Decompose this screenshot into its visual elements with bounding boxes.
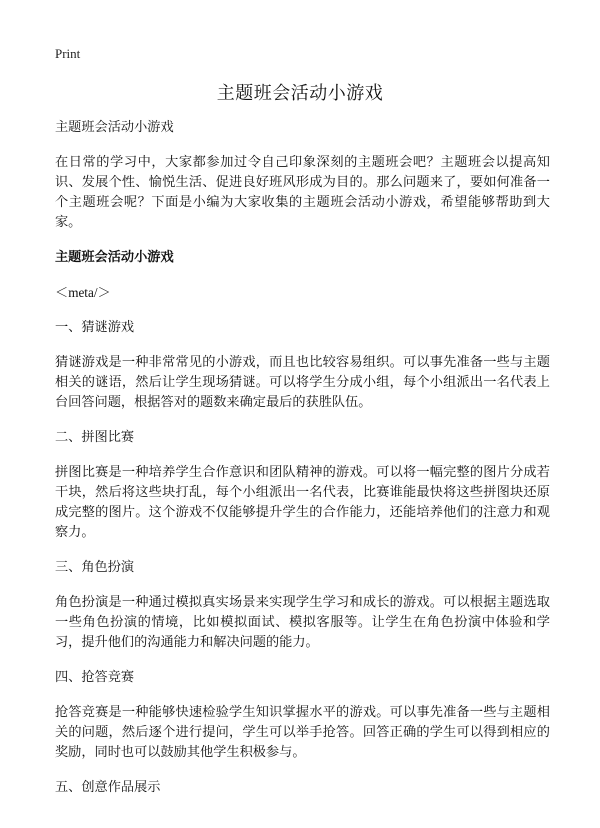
section-body-4: 抢答竞赛是一种能够快速检验学生知识掌握水平的游戏。可以事先准备一些与主题相关的问题，然后逐个进行提问，学生可以举手抢答。回答正确的学生可以得到相应的奖励，同时也可以鼓励其他学生积极参与。 [55, 705, 550, 760]
article-body [55, 118, 550, 813]
section-body-1: 猜谜游戏是一种非常常见的小游戏，而且也比较容易组织。可以事先准备一些与主题相关的谜语，然后让学生现场猜谜。可以将学生分成小组，每个小组派出一名代表上台回答问题，根据答对的题数来确定最后的获胜队伍。 [55, 355, 550, 410]
section-heading-1: 一、猜谜游戏 [55, 320, 135, 335]
intro-paragraph: 在日常的学习中，大家都参加过令自己印象深刻的主题班会吧？主题班会以提高知识、发展个性、愉悦生活、促进良好班风形成为目的。那么问题来了，要如何准备一个主题班会呢？下面是小编为大家收集的主题班会活动小游戏，希望能够帮助到大家。 [55, 155, 550, 230]
article-subtitle: 主题班会活动小游戏 [55, 120, 174, 135]
meta-tag-text [55, 283, 550, 304]
section-heading-4: 四、抢答竞赛 [55, 670, 135, 685]
bold-section-heading: 主题班会活动小游戏 [55, 250, 174, 265]
section-heading-3: 三、角色扮演 [55, 560, 135, 575]
section-body-3: 角色扮演是一种通过模拟真实场景来实现学生学习和成长的游戏。可以根据主题选取一些角色扮演的情境，比如模拟面试、模拟客服等。让学生在角色扮演中体验和学习，提升他们的沟通能力和解决问题的能力。 [55, 595, 550, 650]
meta-open-bracket: ＜ [55, 286, 69, 301]
section-heading-5: 五、创意作品展示 [55, 780, 161, 795]
section-heading-2: 二、拼图比赛 [55, 430, 135, 445]
meta-close-bracket: ＞ [97, 286, 111, 301]
meta-word: meta/ [68, 285, 98, 300]
section-body-2: 拼图比赛是一种培养学生合作意识和团队精神的游戏。可以将一幅完整的图片分成若干块，然后将这些块打乱，每个小组派出一名代表，比赛谁能最快将这些拼图块还原成完整的图片。这个游戏不仅能够提升学生的合作能力，还能培养他们的注意力和观察力。 [55, 465, 550, 540]
page-title: 主题班会活动小游戏 [216, 83, 384, 104]
print-link[interactable]: Print [55, 46, 81, 61]
